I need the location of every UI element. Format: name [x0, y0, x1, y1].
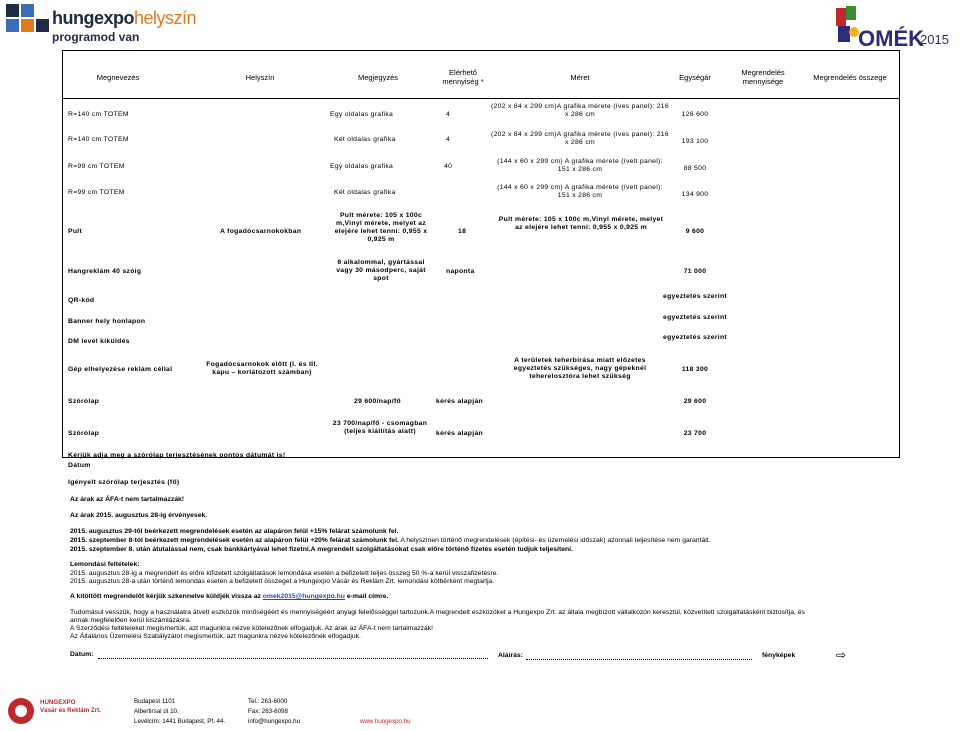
- col-header-qty: Elérhető mennyiség *: [442, 68, 484, 86]
- row3-price: 88 500: [683, 165, 707, 172]
- row3-name: R=99 cm TOTEM: [68, 163, 125, 170]
- footer-addr2: Albertirsai út 10.: [134, 708, 179, 715]
- signature-line[interactable]: [526, 659, 752, 660]
- row5-note: Pult mérete: 105 x 100c m,Vinyl mérete, melyet az elejére lehet tenni: 0,955 x 0,925 m: [334, 212, 428, 243]
- note-valid: Az árak 2015. augusztus 28-ig érvényesek.: [70, 512, 208, 519]
- row12-price: 23 700: [683, 430, 707, 437]
- row7-name: QR-kód: [68, 297, 95, 304]
- row12-qty: kérés alapján: [436, 430, 483, 437]
- cancel-title: Lemondási feltételek:: [70, 561, 140, 568]
- request-line: Kérjük adja meg a szórólap terjesztésének pontos dátumát is!: [68, 452, 286, 459]
- note-surcharge-15: 2015. augusztus 29-től beérkezett megrendelések esetén az alapáron felül +15% felárat számolunk fel.: [70, 528, 399, 535]
- row4-price: 134 900: [681, 191, 709, 198]
- row4-size: (144 x 60 x 299 cm) A grafika mérete (ívelt panel): 151 x 286 cm: [497, 184, 663, 199]
- row2-size: (202 x 84 x 299 cm)A grafika mérete (íves panel): 216 x 286 cm: [491, 131, 669, 146]
- row2-price: 193 100: [681, 138, 709, 145]
- arrow-right-icon: ⇨: [836, 648, 847, 662]
- row6-note: 6 alkalommal, gyártással vagy 30 másodperc, saját spot: [336, 259, 426, 282]
- row2-qty: 4: [446, 136, 451, 143]
- send-line: [70, 593, 388, 601]
- row1-qty: 4: [446, 111, 451, 118]
- row10-name: Gép elhelyezése reklám céllal: [68, 366, 173, 373]
- row1-price: 126 600: [681, 111, 709, 118]
- footer-tel: Tel.: 263-6000: [248, 698, 288, 705]
- footer-logo-icon: [6, 696, 36, 726]
- row5-place: A fogadócsarnokokban: [220, 228, 302, 235]
- row8-price: egyeztetés szerint: [663, 314, 727, 321]
- row6-name: Hangreklám 40 szóig: [68, 268, 142, 275]
- para-2: annak megfelelően kerül kiszámlázásra.: [70, 617, 191, 624]
- row1-size: (202 x 84 x 299 cm)A grafika mérete (íves panel): 216 x 286 cm: [491, 103, 669, 118]
- para-4: Az Általános Üzemelési Szabályzatot megismertük, azt magunkra nézve kötelezőnek elfogadjuk.: [70, 633, 361, 640]
- logo-title: hungexpohelyszín: [52, 8, 197, 28]
- row12-name: Szórólap: [68, 430, 100, 437]
- row11-qty: kérés alapján: [436, 398, 483, 405]
- date-field-line[interactable]: [98, 658, 488, 659]
- send-text: A kitöltött megrendelőt kérjük szkennelve küldjék vissza az: [70, 593, 261, 600]
- row2-note: Két oldalas grafika: [334, 136, 396, 143]
- row5-qty: 18: [458, 228, 467, 235]
- row7-price: egyeztetés szerint: [663, 293, 727, 300]
- requested-label: Igényelt szórólap terjesztés (fő): [68, 479, 180, 486]
- col-header-place: Helyszín: [245, 73, 275, 82]
- footer-addr3: Levélcím: 1441 Budapest, Pf. 44.: [134, 718, 226, 725]
- row6-qty: naponta: [446, 268, 475, 275]
- omek-title: OMÉK: [858, 26, 924, 51]
- row12-note: 23 700/nap/fő - csomagban (teljes kiállítás alatt): [332, 420, 428, 435]
- footer-web[interactable]: www.hungexpo.hu: [360, 718, 411, 725]
- stamp-label: fényképek: [762, 652, 796, 659]
- cancel-1: 2015. augusztus 28-ig a megrendelt és előre kifizetett szolgáltatások lemondása esetén a befizetett teljes összeg 50 %-a kerül visszafizetésre.: [70, 570, 499, 577]
- footer-company: HUNGEXPO: [40, 699, 76, 706]
- row11-name: Szórólap: [68, 398, 100, 405]
- row4-note: Két oldalas grafika: [334, 189, 396, 196]
- header-divider: [62, 98, 900, 99]
- row4-name: R=99 cm TOTEM: [68, 189, 125, 196]
- note-onsite: A helyszínen történő megrendelések (építési- és üzemelési időszak) azonnali teljesítése nem garantált.: [400, 537, 711, 544]
- send-text-end: e-mail címre.: [346, 593, 389, 600]
- col-header-name: Megnevezés: [96, 73, 140, 82]
- hungexpo-logo-icon: [6, 4, 50, 40]
- row1-name: R=140 cm TOTEM: [68, 111, 129, 118]
- row5-size: Pult mérete: 105 x 100c m,Vinyl mérete, melyet az elejére lehet tenni: 0,955 x 0,925 m: [498, 216, 664, 231]
- row10-size: A területek teherbírása miatt előzetes egyeztetés szükséges, nagy gépeknél teherelosztóra lehet szükség: [513, 357, 647, 380]
- row5-price: 9 600: [685, 228, 705, 235]
- row3-size: (144 x 60 x 299 cm) A grafika mérete (ívelt panel): 151 x 286 cm: [497, 158, 663, 173]
- note-payment-a: 2015. szeptember 8. után átutalással nem, csak bankkártyával lehet fizetni.: [70, 546, 311, 553]
- row11-note: 29 600/nap/fő: [354, 398, 401, 405]
- date-label: Dátum: [68, 462, 91, 469]
- col-header-price: Egységár: [679, 73, 711, 82]
- note-vat: Az árak az ÁFA-t nem tartalmazzák!: [70, 496, 185, 503]
- row6-price: 71 000: [683, 268, 707, 275]
- omek-year: 2015: [920, 32, 949, 47]
- col-header-note: Megjegyzés: [357, 73, 399, 82]
- row10-place: Fogadócsarnokok előtt (I. és III. kapu – korlátozott számban): [206, 361, 318, 376]
- row1-note: Egy oldalas grafika: [330, 111, 394, 118]
- row10-price: 118 300: [681, 366, 709, 373]
- footer-mail[interactable]: info@hungexpo.hu: [248, 718, 301, 725]
- col-header-order-qty: Megrendelés mennyisége: [741, 68, 785, 86]
- send-email-link[interactable]: omek2015@hungexpo.hu: [262, 593, 345, 600]
- logo-subtitle: programod van: [52, 30, 140, 44]
- footer-company-2: Vásár és Reklám Zrt.: [40, 707, 101, 714]
- para-1: Tudomásul vesszük, hogy a használatra átvett eszközök minőségéért és mennyiségéért anyagi felelősséggel tartozunk.A megrendelt eszközöket a Hungexpo Zrt. az általa megbízott vállalkozón keresztül, közvetített szolgáltatásként biztosítja, és: [70, 609, 805, 616]
- date-field-label: Dátum:: [70, 651, 94, 658]
- col-header-size: Méret: [570, 73, 590, 82]
- signature-label: Aláírás:: [498, 652, 523, 659]
- row2-name: R=140 cm TOTEM: [68, 136, 129, 143]
- para-3: A Szerződési feltételeket megismertük, azt magunkra nézve kötelezőnek elfogadjuk. Az árak az ÁFA-t nem tartalmazzák!: [70, 625, 434, 632]
- footer-fax: Fax: 263-6098: [248, 708, 288, 715]
- note-surcharge-20: [70, 537, 711, 545]
- row3-note: Egy oldalas grafika: [330, 163, 394, 170]
- row9-price: egyeztetés szerint: [663, 334, 727, 341]
- col-header-order-sum: Megrendelés összege: [813, 73, 887, 82]
- row3-qty: 40: [444, 163, 453, 170]
- order-table: [62, 50, 900, 458]
- note-surcharge-20-text: 2015. szeptember 8-tól beérkezett megrendelések esetén az alapáron felül +20% felárat számolunk fel.: [70, 537, 399, 544]
- row9-name: DM levél kiküldés: [68, 338, 130, 345]
- note-payment: [70, 546, 573, 554]
- cancel-2: 2015. augusztus 28-a után történő lemondás esetén a befizetett összeget a Hungexpo Vásár és Reklám Zrt. lemondási kötbérként megtartja.: [70, 578, 495, 585]
- note-payment-b: A megrendelt szolgáltatásokat csak előre történő fizetés esetén tudjuk teljesíteni.: [310, 546, 573, 553]
- footer-addr1: Budapest 1101: [134, 698, 176, 705]
- row8-name: Banner hely honlapon: [68, 318, 146, 325]
- row11-price: 29 600: [683, 398, 707, 405]
- row5-name: Pult: [68, 228, 83, 235]
